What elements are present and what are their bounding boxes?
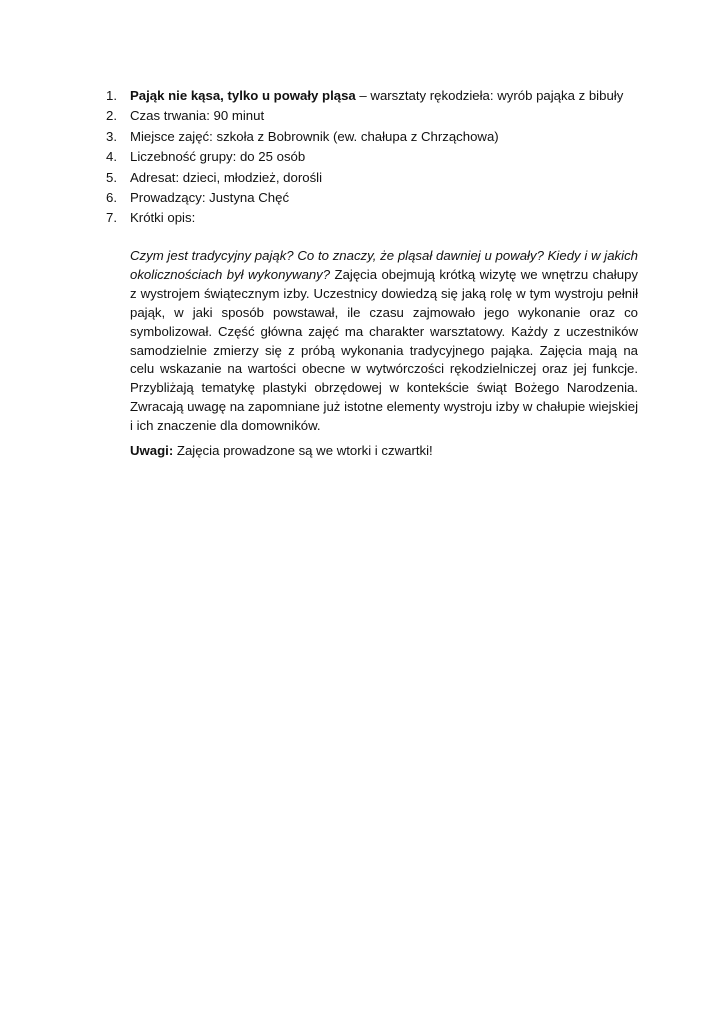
- description-heading: Krótki opis:: [130, 210, 196, 226]
- location-text: Miejsce zajęć: szkoła z Bobrownik (ew. chałupa z Chrząchowa): [130, 128, 499, 144]
- description-body: Zajęcia obejmują krótką wizytę we wnętrzu chałupy z wystrojem świątecznym izby. Uczestnicy dowiedzą się jaką rolę w tym wystroju pełnił pająk, w jaki sposób powstawał, ile czasu zajmowało jego wykonanie oraz co symbolizował. Część główna zajęć ma charakter warsztatowy. Każdy z uczestników samodzielnie zmierzy się z próbą wykonania tradycyjnego pająka. Zajęcia mają na celu wskazanie na wartości obecne w wytwórczości rękodzielniczej oraz jej funkcje. Przybliżają tematykę plastyki obrzędowej w kontekście świąt Bożego Narodzenia. Zwracają uwagę na zapomniane już istotne elementy wystroju izby w chałupie wiejskiej i ich znaczenie dla domowników.: [130, 266, 639, 434]
- notes-label: Uwagi:: [130, 443, 174, 458]
- workshop-title: Pająk nie kąsa, tylko u powały pląsa: [130, 88, 356, 103]
- list-item-audience: [106, 168, 646, 188]
- description-paragraph: [130, 247, 638, 436]
- list-item-title: [106, 86, 646, 106]
- notes-text: Zajęcia prowadzone są we wtorki i czwartki!: [173, 443, 433, 458]
- list-item-location: [106, 127, 646, 147]
- list-item-duration: [106, 106, 646, 126]
- list-number: 6.: [106, 190, 117, 206]
- list-item-description-heading: [106, 208, 646, 228]
- workshop-details-list: [106, 86, 646, 229]
- instructor-text: Prowadzący: Justyna Chęć: [130, 190, 290, 206]
- workshop-subtitle: – warsztaty rękodzieła: wyrób pająka z bibuły: [355, 88, 624, 103]
- group-size-text: Liczebność grupy: do 25 osób: [130, 149, 306, 165]
- list-item-content: [130, 86, 623, 106]
- audience-text: Adresat: dzieci, młodzież, dorośli: [130, 169, 323, 185]
- list-number: 1.: [106, 88, 117, 103]
- list-number: 7.: [106, 210, 117, 226]
- list-number: 4.: [106, 149, 117, 165]
- duration-text: Czas trwania: 90 minut: [130, 108, 265, 124]
- notes-paragraph: [130, 442, 638, 461]
- list-item-group-size: [106, 147, 646, 167]
- list-item-instructor: [106, 188, 646, 208]
- list-number: 3.: [106, 128, 117, 144]
- list-number: 5.: [106, 169, 117, 185]
- list-number: 2.: [106, 108, 117, 124]
- description-questions: Czym jest tradycyjny pająk? Co to znaczy, że pląsał dawniej u powały? Kiedy i w jakich okolicznościach był wykonywany?: [130, 248, 638, 282]
